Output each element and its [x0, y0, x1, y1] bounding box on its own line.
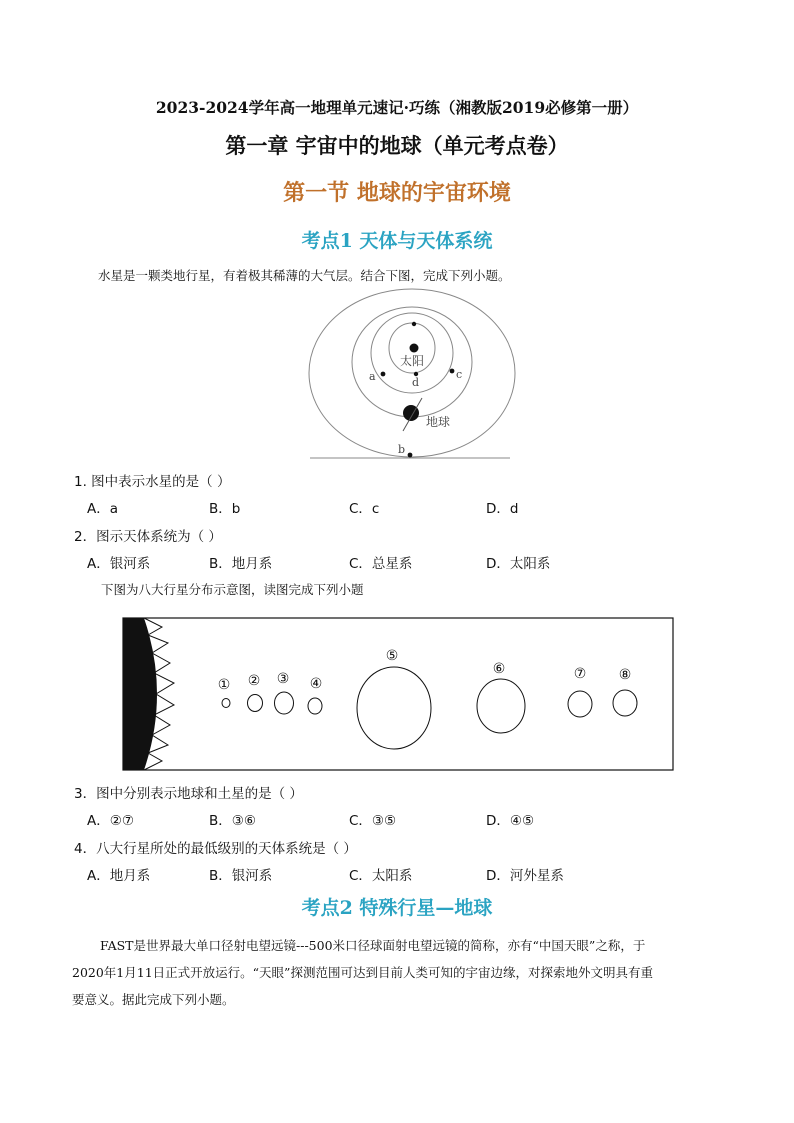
q2-option-d[interactable]: D．太阳系 [486, 556, 551, 572]
intro-text-1: 水星是一颗类地行星，有着极其稀薄的大气层。结合下图，完成下列小题。 [98, 268, 511, 283]
planet-c-dot [450, 369, 455, 374]
label-c: c [456, 368, 463, 381]
solar-orbit-diagram [300, 288, 522, 460]
question-4-stem: 4．八大行星所处的最低级别的天体系统是（ ） [74, 841, 357, 857]
q4-option-a[interactable]: A．地月系 [87, 868, 151, 884]
q4-option-d[interactable]: D．河外星系 [486, 868, 564, 884]
q4-option-b[interactable]: B．银河系 [209, 868, 273, 884]
sun-dot [410, 344, 419, 353]
paragraph-line-1: FAST是世界最大单口径射电望远镜---500米口径球面射电望远镜的简称，亦有“中国天眼”之称，于 [100, 938, 646, 953]
intro-text-2: 下图为八大行星分布示意图，读图完成下列小题 [101, 582, 364, 597]
q3-option-a[interactable]: A．②⑦ [87, 813, 134, 829]
fast-paragraph [72, 932, 722, 1013]
planet-label-5: ⑤ [385, 648, 399, 664]
paragraph-line-3: 要意义。据此完成下列小题。 [72, 992, 235, 1007]
planet-b-dot [408, 453, 413, 458]
q4-option-c[interactable]: C．太阳系 [349, 868, 413, 884]
q3-option-d[interactable]: D．④⑤ [486, 813, 535, 829]
label-a: a [369, 370, 376, 383]
question-3-stem: 3．图中分别表示地球和土星的是（ ） [74, 786, 303, 802]
q2-option-c[interactable]: C．总星系 [349, 556, 413, 572]
q3-option-b[interactable]: B．③⑥ [209, 813, 256, 829]
planet-label-3: ③ [276, 671, 290, 687]
kaodian-1-heading: 考点1 天体与天体系统 [301, 230, 493, 252]
earth-label: 地球 [426, 415, 451, 429]
planet-a-dot [381, 372, 386, 377]
q3-option-c[interactable]: C．③⑤ [349, 813, 397, 829]
chapter-title: 第一章 宇宙中的地球（单元考点卷） [225, 133, 569, 158]
planet-label-6: ⑥ [492, 661, 506, 677]
paragraph-line-2: 2020年1月11日正式开放运行。“天眼”探测范围可达到目前人类可知的宇宙边缘，对探索地外文明具有重 [72, 965, 653, 980]
section-title: 第一节 地球的宇宙环境 [283, 180, 511, 206]
kaodian-2-heading: 考点2 特殊行星—地球 [301, 897, 493, 919]
label-d: d [412, 376, 420, 389]
planet-label-2: ② [247, 673, 261, 689]
q1-option-a[interactable]: A．a [87, 501, 119, 517]
question-1-stem: 1. 图中表示水星的是（ ） [74, 474, 231, 490]
planet-label-1: ① [217, 677, 231, 693]
planet-label-8: ⑧ [618, 667, 632, 683]
q1-option-d[interactable]: D．d [486, 501, 519, 517]
q2-option-a[interactable]: A．银河系 [87, 556, 151, 572]
sun-label: 太阳 [400, 354, 425, 368]
planet-label-4: ④ [309, 676, 323, 692]
document-top-title: 2023-2024学年高一地理单元速记·巧练（湘教版2019必修第一册） [155, 98, 639, 117]
q1-option-c[interactable]: C．c [349, 501, 380, 517]
q2-option-b[interactable]: B．地月系 [209, 556, 273, 572]
q1-option-b[interactable]: B．b [209, 501, 241, 517]
label-b: b [398, 443, 406, 456]
question-2-stem: 2．图示天体系统为（ ） [74, 529, 222, 545]
planet-label-7: ⑦ [573, 666, 587, 682]
eight-planets-diagram [122, 617, 674, 771]
